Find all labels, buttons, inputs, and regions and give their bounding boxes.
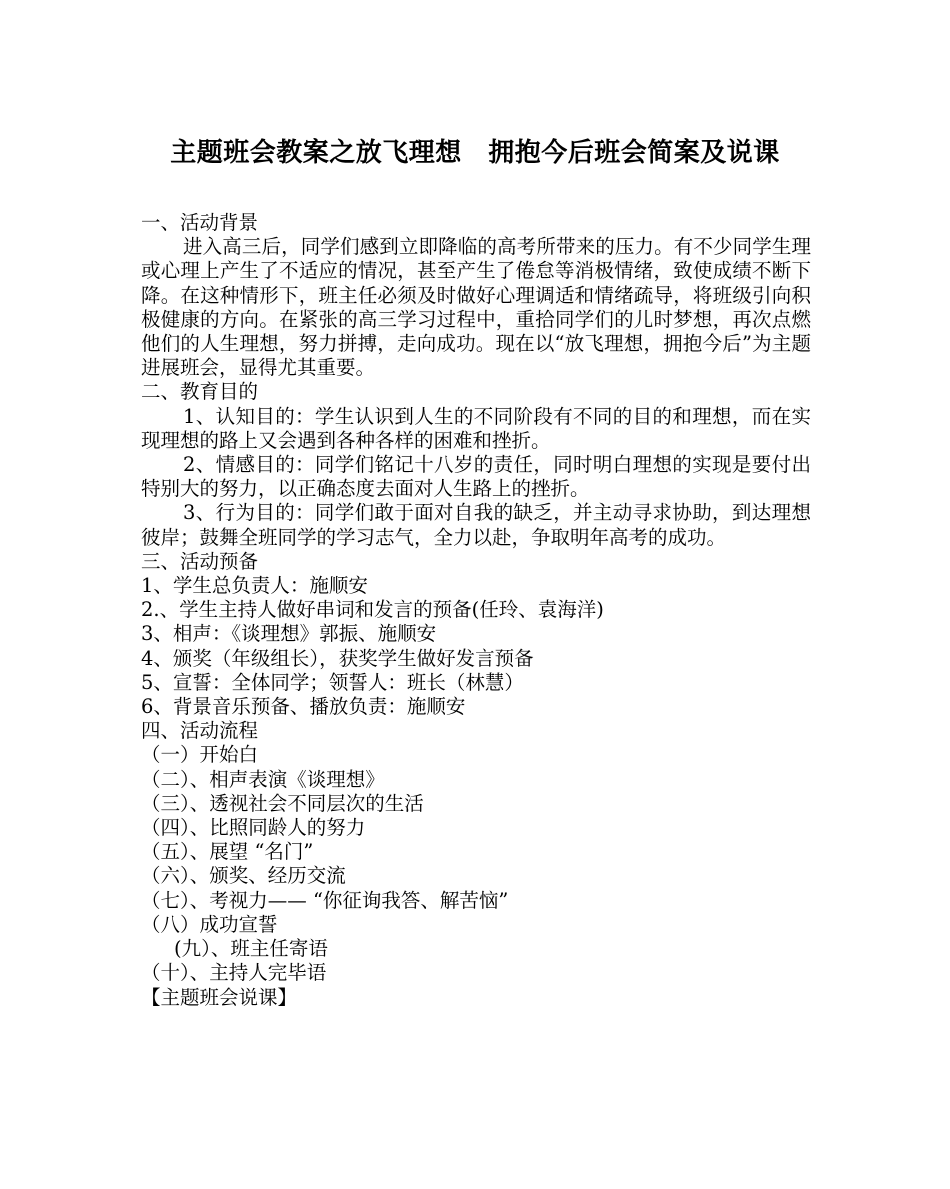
flow-item: （五）、展望 “名门” <box>141 840 314 864</box>
section-heading-purpose: 二、教育目的 <box>141 380 259 404</box>
flow-item: （七）、考视力—— “你征询我答、解苦恼” <box>141 888 509 912</box>
section-heading-flow: 四、活动流程 <box>141 719 259 743</box>
prep-item: 4、颁奖（年级组长），获奖学生做好发言预备 <box>141 646 534 670</box>
flow-item: （三）、透视社会不同层次的生活 <box>141 791 424 815</box>
document-title: 主题班会教案之放飞理想 拥抱今后班会简案及说课 <box>170 138 780 168</box>
section-heading-background: 一、活动背景 <box>141 211 259 234</box>
closing-heading: 【主题班会说课】 <box>141 985 298 1009</box>
prep-item: 3、相声：《谈理想》郭振、施顺安 <box>141 622 437 646</box>
flow-item: （十）、主持人完毕语 <box>141 961 327 985</box>
flow-item: （二）、相声表演《谈理想》 <box>141 767 385 791</box>
section-heading-preparation: 三、活动预备 <box>141 549 259 573</box>
prep-item: 5、宣誓：全体同学；领誓人：班长（林慧） <box>141 670 524 694</box>
purpose-cognitive: 1、认知目的：学生认识到人生的不同阶段有不同的目的和理想，而在实现理想的路上又会遇到各种各样的困难和挫折。 <box>141 404 811 452</box>
prep-item: 6、背景音乐预备、播放负责：施顺安 <box>141 695 466 719</box>
flow-item: （四）、比照同龄人的努力 <box>141 816 366 840</box>
background-paragraph: 进入高三后，同学们感到立即降临的高考所带来的压力。有不少同学生理或心理上产生了不适应的情况，甚至产生了倦怠等消极情绪，致使成绩不断下降。在这种情形下，班主任必须及时做好心理调适和情绪疏导，将班级引向积极健康的方向。在紧张的高三学习过程中，重拾同学们的儿时梦想，再次点燃他们的人生理想，努力拼搏，走向成功。现在以“放飞理想，拥抱今后”为主题进展班会，显得尤其重要。 <box>141 235 811 380</box>
prep-item: 2.、学生主持人做好串词和发言的预备(任玲、袁海洋) <box>141 598 604 622</box>
purpose-emotional: 2、情感目的：同学们铭记十八岁的责任，同时明白理想的实现是要付出特别大的努力，以正确态度去面对人生路上的挫折。 <box>141 453 811 501</box>
purpose-behavioral: 3、行为目的：同学们敢于面对自我的缺乏，并主动寻求协助，到达理想彼岸；鼓舞全班同学的学习志气，全力以赴，争取明年高考的成功。 <box>141 501 811 549</box>
prep-item: 1、学生总负责人：施顺安 <box>141 574 368 598</box>
flow-item: (九）、班主任寄语 <box>174 937 328 961</box>
document-body <box>141 211 811 1010</box>
flow-item: （一）开始白 <box>141 743 259 767</box>
flow-item: （六）、颁奖、经历交流 <box>141 864 346 888</box>
flow-item: （八）成功宣誓 <box>141 912 278 936</box>
